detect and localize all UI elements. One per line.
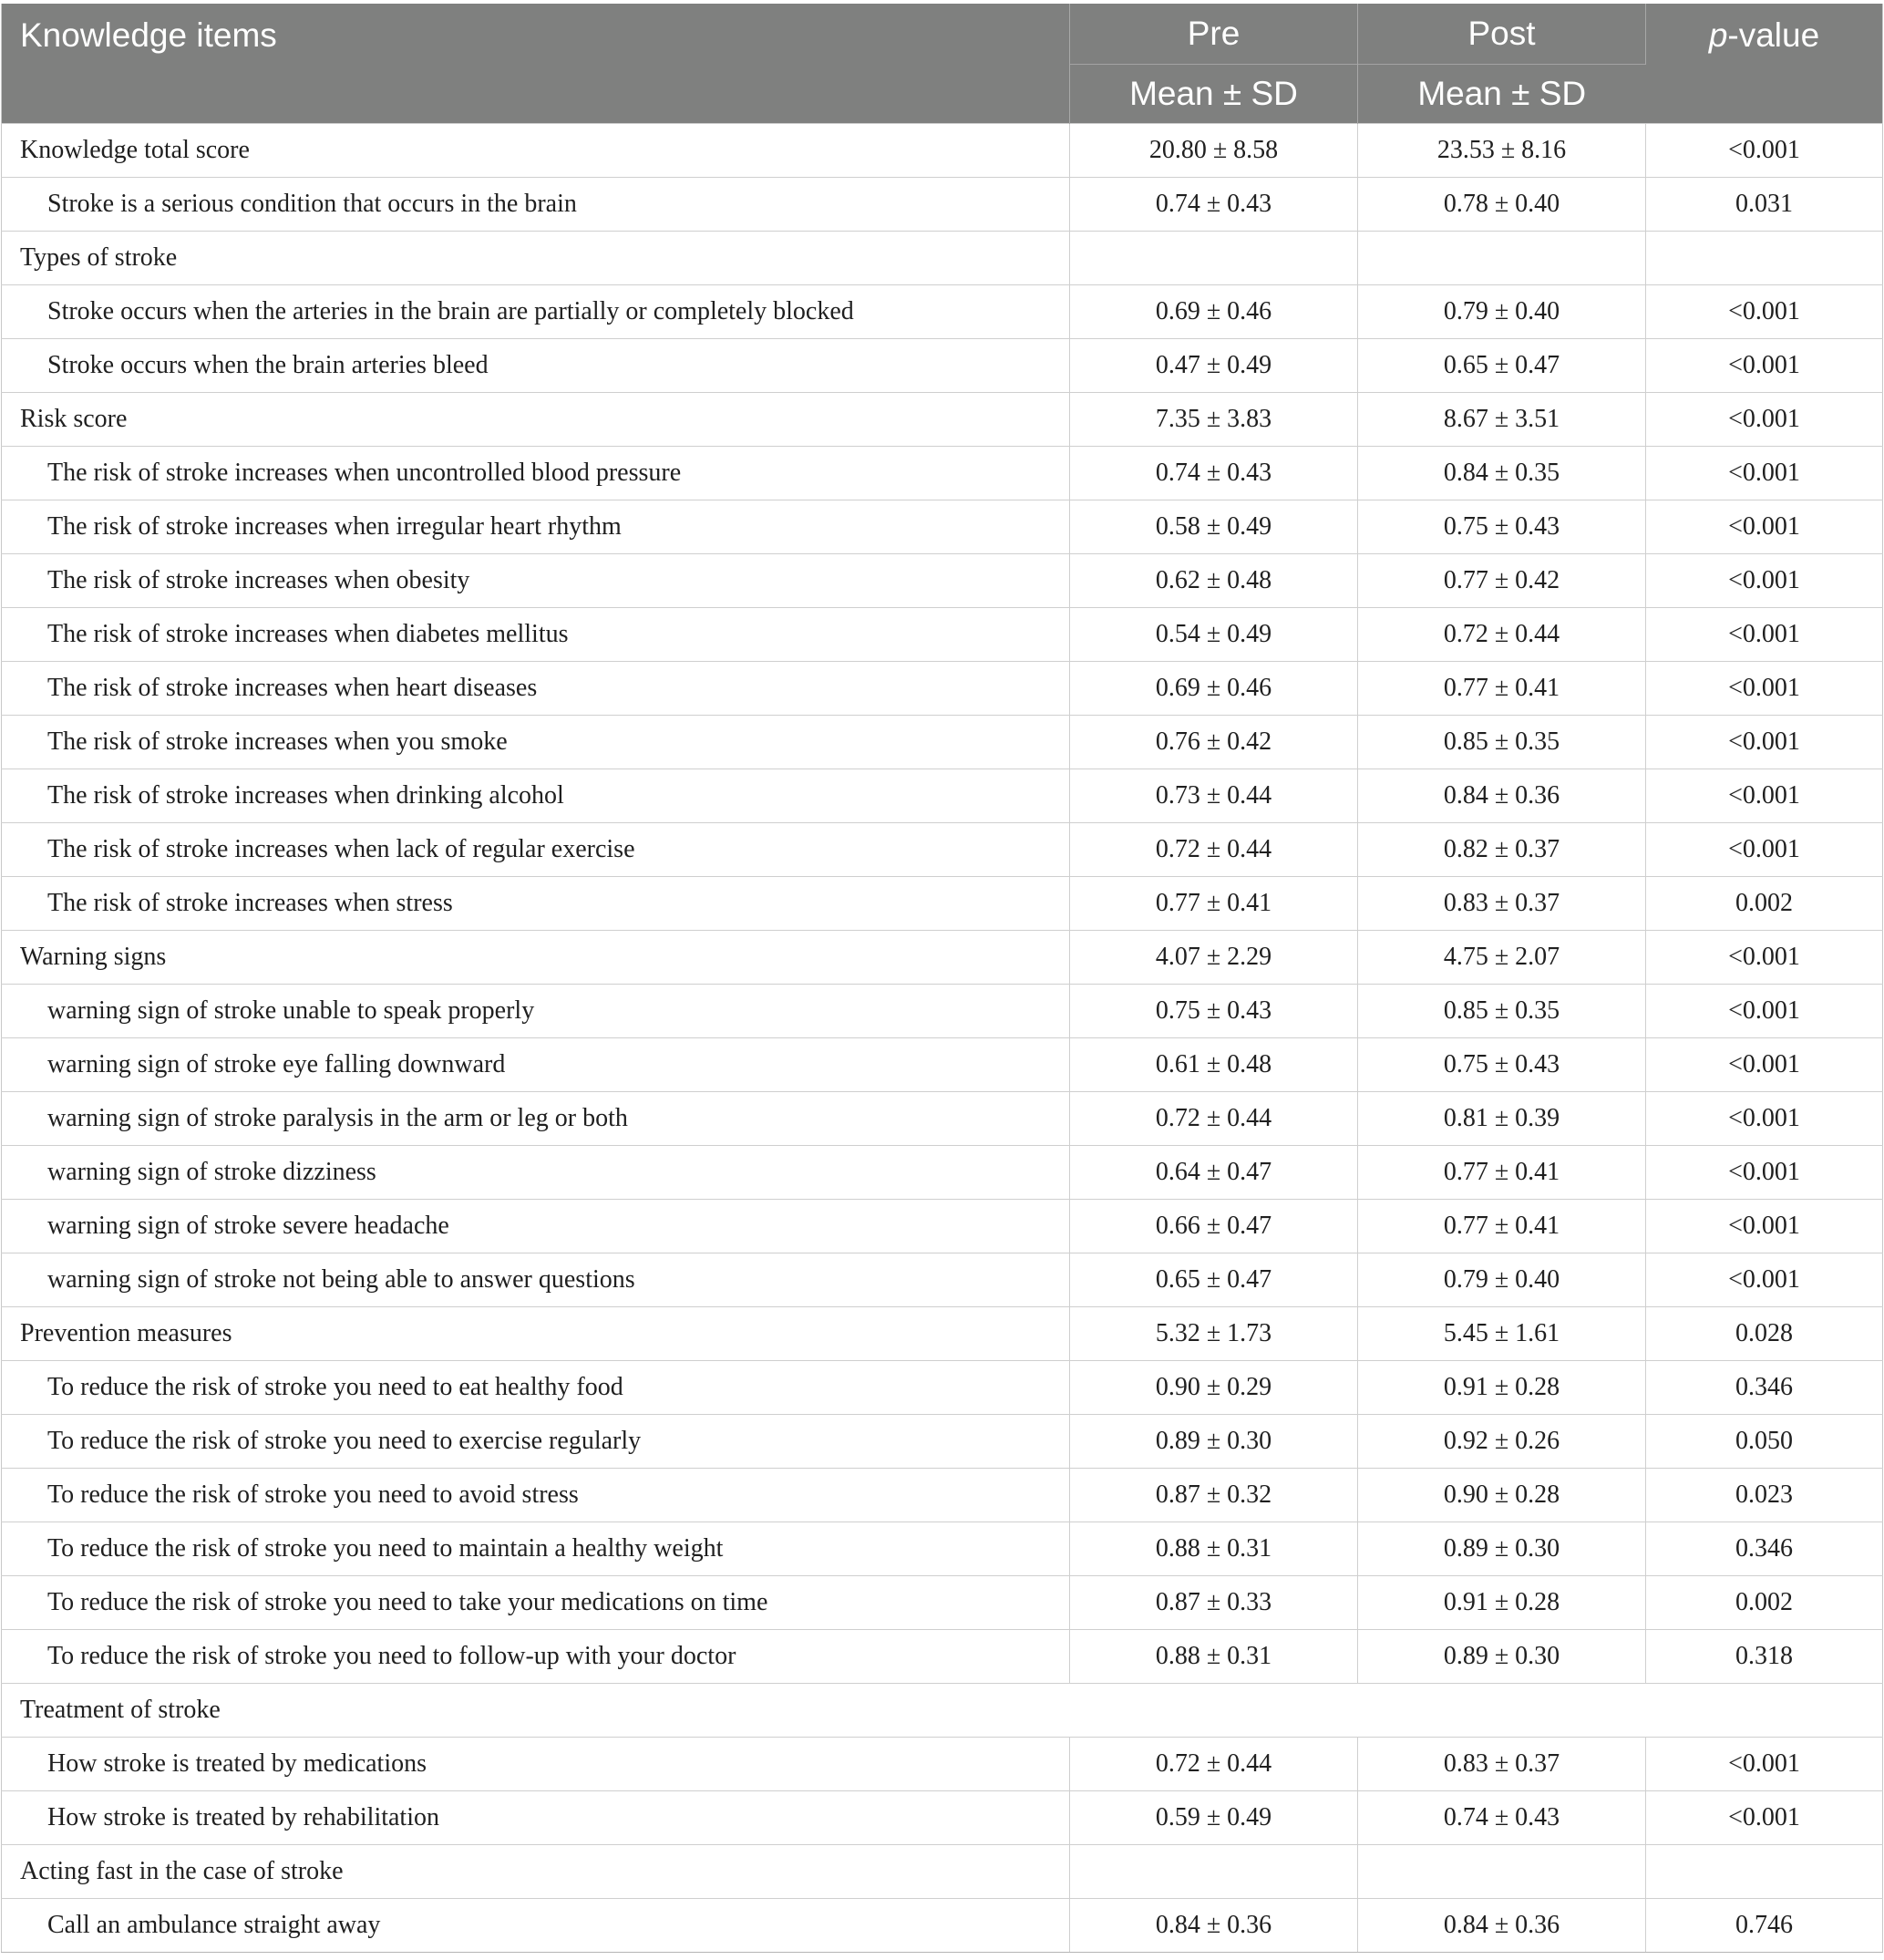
row-post-value: 0.75 ± 0.43	[1358, 1038, 1646, 1092]
row-label: To reduce the risk of stroke you need to eat healthy food	[2, 1361, 1070, 1415]
row-post-value: 0.78 ± 0.40	[1358, 178, 1646, 232]
row-p-value: <0.001	[1646, 985, 1883, 1038]
row-pre-value: 0.87 ± 0.32	[1070, 1469, 1358, 1522]
row-p-value: 0.002	[1646, 877, 1883, 931]
row-label: The risk of stroke increases when obesity	[2, 554, 1070, 608]
table-row-item	[2, 1092, 1883, 1146]
row-p-value: <0.001	[1646, 393, 1883, 447]
row-post-value: 0.84 ± 0.36	[1358, 1899, 1646, 1953]
table-row-item	[2, 985, 1883, 1038]
row-p-value: 0.023	[1646, 1469, 1883, 1522]
row-label: To reduce the risk of stroke you need to take your medications on time	[2, 1576, 1070, 1630]
row-post-value: 0.79 ± 0.40	[1358, 285, 1646, 339]
row-pre-value: 4.07 ± 2.29	[1070, 931, 1358, 985]
row-p-value: 0.746	[1646, 1899, 1883, 1953]
row-post-value: 0.72 ± 0.44	[1358, 608, 1646, 662]
row-label: Stroke is a serious condition that occurs in the brain	[2, 178, 1070, 232]
row-p-value: 0.031	[1646, 178, 1883, 232]
row-p-value: <0.001	[1646, 1791, 1883, 1845]
row-post-value: 0.74 ± 0.43	[1358, 1791, 1646, 1845]
table-row-item	[2, 554, 1883, 608]
table-row-item	[2, 1200, 1883, 1253]
row-post-value: 0.82 ± 0.37	[1358, 823, 1646, 877]
row-post-value: 0.90 ± 0.28	[1358, 1469, 1646, 1522]
row-p-value: 0.028	[1646, 1307, 1883, 1361]
row-pre-value: 0.54 ± 0.49	[1070, 608, 1358, 662]
table-body	[2, 124, 1883, 1953]
row-p-value: <0.001	[1646, 285, 1883, 339]
row-pre-value: 0.88 ± 0.31	[1070, 1630, 1358, 1684]
table-row-item	[2, 1791, 1883, 1845]
row-label: The risk of stroke increases when irregular heart rhythm	[2, 500, 1070, 554]
row-pre-value: 0.62 ± 0.48	[1070, 554, 1358, 608]
row-post-value: 4.75 ± 2.07	[1358, 931, 1646, 985]
row-label: Risk score	[2, 393, 1070, 447]
row-p-value: <0.001	[1646, 1092, 1883, 1146]
row-p-value: <0.001	[1646, 1146, 1883, 1200]
row-p-value: <0.001	[1646, 554, 1883, 608]
row-p-value: <0.001	[1646, 931, 1883, 985]
row-pre-value: 0.72 ± 0.44	[1070, 1092, 1358, 1146]
table-row-section	[2, 393, 1883, 447]
row-label: warning sign of stroke dizziness	[2, 1146, 1070, 1200]
row-p-value: <0.001	[1646, 447, 1883, 500]
row-p-value: <0.001	[1646, 124, 1883, 178]
row-pre-value: 0.66 ± 0.47	[1070, 1200, 1358, 1253]
table-row-section	[2, 1684, 1883, 1738]
row-p-value: <0.001	[1646, 500, 1883, 554]
table-row-item	[2, 500, 1883, 554]
table-row-item	[2, 1361, 1883, 1415]
row-label: To reduce the risk of stroke you need to avoid stress	[2, 1469, 1070, 1522]
table-row-item	[2, 1576, 1883, 1630]
table-row-section	[2, 931, 1883, 985]
row-pre-value: 0.90 ± 0.29	[1070, 1361, 1358, 1415]
row-label: warning sign of stroke eye falling downward	[2, 1038, 1070, 1092]
table-row-item	[2, 178, 1883, 232]
row-label: To reduce the risk of stroke you need to maintain a healthy weight	[2, 1522, 1070, 1576]
row-pre-value: 0.69 ± 0.46	[1070, 662, 1358, 716]
row-label: Call an ambulance straight away	[2, 1899, 1070, 1953]
row-post-value: 0.91 ± 0.28	[1358, 1361, 1646, 1415]
row-label: Prevention measures	[2, 1307, 1070, 1361]
table-row-item	[2, 447, 1883, 500]
table-row-section	[2, 232, 1883, 285]
row-post-value: 5.45 ± 1.61	[1358, 1307, 1646, 1361]
row-p-value: <0.001	[1646, 662, 1883, 716]
row-post-value: 0.81 ± 0.39	[1358, 1092, 1646, 1146]
row-post-value: 0.89 ± 0.30	[1358, 1630, 1646, 1684]
row-p-value: <0.001	[1646, 769, 1883, 823]
row-label: warning sign of stroke severe headache	[2, 1200, 1070, 1253]
row-p-value: <0.001	[1646, 823, 1883, 877]
row-post-value: 23.53 ± 8.16	[1358, 124, 1646, 178]
row-label: Warning signs	[2, 931, 1070, 985]
row-label: The risk of stroke increases when stress	[2, 877, 1070, 931]
row-p-value: <0.001	[1646, 1200, 1883, 1253]
row-p-value: <0.001	[1646, 1038, 1883, 1092]
row-p-value: <0.001	[1646, 339, 1883, 393]
row-post-value: 0.77 ± 0.41	[1358, 1200, 1646, 1253]
row-label: How stroke is treated by medications	[2, 1738, 1070, 1791]
row-label: The risk of stroke increases when diabetes mellitus	[2, 608, 1070, 662]
row-label: Acting fast in the case of stroke	[2, 1845, 1070, 1899]
row-post-value: 8.67 ± 3.51	[1358, 393, 1646, 447]
header-p-rest: -value	[1727, 16, 1820, 54]
row-p-value: 0.002	[1646, 1576, 1883, 1630]
row-p-value: 0.346	[1646, 1522, 1883, 1576]
row-post-value: 0.75 ± 0.43	[1358, 500, 1646, 554]
row-pre-value: 0.47 ± 0.49	[1070, 339, 1358, 393]
row-pre-value	[1070, 232, 1358, 285]
row-post-value: 0.85 ± 0.35	[1358, 985, 1646, 1038]
row-label: warning sign of stroke not being able to answer questions	[2, 1253, 1070, 1307]
row-label: To reduce the risk of stroke you need to exercise regularly	[2, 1415, 1070, 1469]
row-label: Treatment of stroke	[2, 1684, 1883, 1738]
row-post-value: 0.77 ± 0.41	[1358, 662, 1646, 716]
row-pre-value: 0.58 ± 0.49	[1070, 500, 1358, 554]
table-row-item	[2, 823, 1883, 877]
row-pre-value: 0.69 ± 0.46	[1070, 285, 1358, 339]
row-pre-value: 0.77 ± 0.41	[1070, 877, 1358, 931]
row-pre-value: 0.72 ± 0.44	[1070, 823, 1358, 877]
row-p-value: <0.001	[1646, 608, 1883, 662]
row-p-value: <0.001	[1646, 716, 1883, 769]
row-pre-value: 0.75 ± 0.43	[1070, 985, 1358, 1038]
row-label: How stroke is treated by rehabilitation	[2, 1791, 1070, 1845]
row-pre-value: 20.80 ± 8.58	[1070, 124, 1358, 178]
table-row-item	[2, 1253, 1883, 1307]
row-pre-value: 0.59 ± 0.49	[1070, 1791, 1358, 1845]
table-row-item	[2, 1522, 1883, 1576]
row-pre-value: 0.73 ± 0.44	[1070, 769, 1358, 823]
row-post-value: 0.77 ± 0.42	[1358, 554, 1646, 608]
row-pre-value: 0.76 ± 0.42	[1070, 716, 1358, 769]
row-pre-value: 0.74 ± 0.43	[1070, 178, 1358, 232]
row-post-value: 0.85 ± 0.35	[1358, 716, 1646, 769]
row-pre-value: 0.74 ± 0.43	[1070, 447, 1358, 500]
row-p-value: <0.001	[1646, 1738, 1883, 1791]
row-post-value	[1358, 1845, 1646, 1899]
row-post-value: 0.92 ± 0.26	[1358, 1415, 1646, 1469]
row-pre-value: 0.72 ± 0.44	[1070, 1738, 1358, 1791]
row-p-value	[1646, 1845, 1883, 1899]
row-post-value: 0.65 ± 0.47	[1358, 339, 1646, 393]
row-label: The risk of stroke increases when lack of regular exercise	[2, 823, 1070, 877]
table-row-item	[2, 716, 1883, 769]
table-row-item	[2, 1146, 1883, 1200]
table-row-item	[2, 1038, 1883, 1092]
row-pre-value	[1070, 1845, 1358, 1899]
row-pre-value: 0.64 ± 0.47	[1070, 1146, 1358, 1200]
header-post: Post	[1358, 4, 1646, 65]
header-p-value	[1646, 4, 1883, 124]
row-p-value: 0.318	[1646, 1630, 1883, 1684]
row-label: warning sign of stroke paralysis in the arm or leg or both	[2, 1092, 1070, 1146]
row-p-value	[1646, 232, 1883, 285]
row-pre-value: 0.89 ± 0.30	[1070, 1415, 1358, 1469]
row-label: Stroke occurs when the arteries in the brain are partially or completely blocked	[2, 285, 1070, 339]
row-post-value: 0.83 ± 0.37	[1358, 1738, 1646, 1791]
row-label: The risk of stroke increases when heart diseases	[2, 662, 1070, 716]
row-post-value: 0.83 ± 0.37	[1358, 877, 1646, 931]
row-label: The risk of stroke increases when you smoke	[2, 716, 1070, 769]
row-label: The risk of stroke increases when uncontrolled blood pressure	[2, 447, 1070, 500]
row-pre-value: 0.61 ± 0.48	[1070, 1038, 1358, 1092]
table-row-item	[2, 608, 1883, 662]
header-pre: Pre	[1070, 4, 1358, 65]
header-pre-mean-sd: Mean ± SD	[1070, 65, 1358, 124]
row-pre-value: 0.87 ± 0.33	[1070, 1576, 1358, 1630]
table-row-section	[2, 1845, 1883, 1899]
row-post-value: 0.84 ± 0.36	[1358, 769, 1646, 823]
row-label: To reduce the risk of stroke you need to follow-up with your doctor	[2, 1630, 1070, 1684]
table-row-item	[2, 1415, 1883, 1469]
table-row-item	[2, 1469, 1883, 1522]
table-header	[2, 4, 1883, 124]
table-row-section	[2, 124, 1883, 178]
row-pre-value: 5.32 ± 1.73	[1070, 1307, 1358, 1361]
table-row-item	[2, 1738, 1883, 1791]
knowledge-table	[1, 4, 1883, 1953]
row-post-value: 0.79 ± 0.40	[1358, 1253, 1646, 1307]
row-pre-value: 0.84 ± 0.36	[1070, 1899, 1358, 1953]
header-post-mean-sd: Mean ± SD	[1358, 65, 1646, 124]
row-label: Stroke occurs when the brain arteries bleed	[2, 339, 1070, 393]
row-pre-value: 0.88 ± 0.31	[1070, 1522, 1358, 1576]
table-row-item	[2, 1899, 1883, 1953]
table-row-section	[2, 1307, 1883, 1361]
table-row-item	[2, 877, 1883, 931]
row-post-value: 0.77 ± 0.41	[1358, 1146, 1646, 1200]
table-row-item	[2, 769, 1883, 823]
row-p-value: 0.050	[1646, 1415, 1883, 1469]
row-label: Knowledge total score	[2, 124, 1070, 178]
table-row-item	[2, 339, 1883, 393]
row-pre-value: 0.65 ± 0.47	[1070, 1253, 1358, 1307]
row-p-value: 0.346	[1646, 1361, 1883, 1415]
header-p-italic: p	[1708, 16, 1728, 54]
row-label: The risk of stroke increases when drinking alcohol	[2, 769, 1070, 823]
table-row-item	[2, 1630, 1883, 1684]
row-pre-value: 7.35 ± 3.83	[1070, 393, 1358, 447]
row-post-value: 0.91 ± 0.28	[1358, 1576, 1646, 1630]
row-post-value: 0.89 ± 0.30	[1358, 1522, 1646, 1576]
row-label: warning sign of stroke unable to speak properly	[2, 985, 1070, 1038]
row-post-value: 0.84 ± 0.35	[1358, 447, 1646, 500]
row-post-value	[1358, 232, 1646, 285]
table-row-item	[2, 662, 1883, 716]
table-row-item	[2, 285, 1883, 339]
row-label: Types of stroke	[2, 232, 1070, 285]
row-p-value: <0.001	[1646, 1253, 1883, 1307]
header-knowledge-items: Knowledge items	[2, 4, 1070, 124]
